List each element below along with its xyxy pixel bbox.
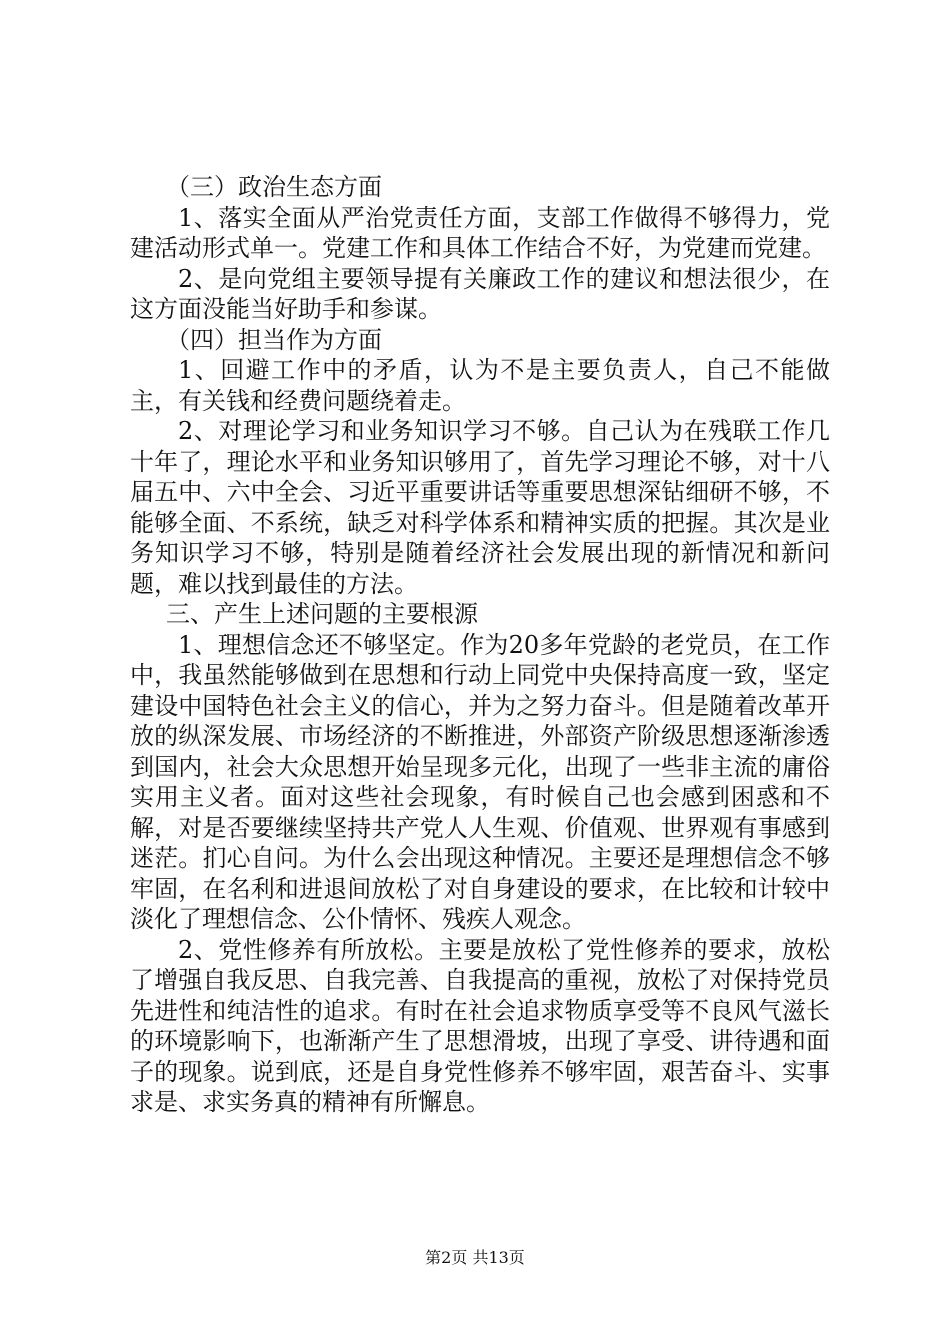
paragraph: 2、是向党组主要领导提有关廉政工作的建议和想法很少，在这方面没能当好助手和参谋。 <box>130 264 830 323</box>
page-footer: 第2页 共13页 <box>425 1248 525 1267</box>
paragraph: 2、党性修养有所放松。主要是放松了党性修养的要求，放松了增强自我反思、自我完善、自我提高的重视，放松了对保持党员先进性和纯洁性的追求。有时在社会追求物质享受等不良风气滋长的环境影响下，也渐渐产生了思想滑坡，出现了享受、讲待遇和面子的现象。说到底，还是自身党性修养不够牢固，艰苦奋斗、实事求是、求实务真的精神有所懈息。 <box>130 935 830 1116</box>
section-heading: 三、产生上述问题的主要根源 <box>166 600 478 628</box>
paragraph: 1、理想信念还不够坚定。作为20多年党龄的老党员，在工作中，我虽然能够做到在思想和行动上同党中央保持高度一致，坚定建设中国特色社会主义的信心，并为之努力奋斗。但是随着改革开放的纵深发展、市场经济的不断推进，外部资产阶级思想逐渐渗透到国内，社会大众思想开始呈现多元化，出现了一些非主流的庸俗实用主义者。面对这些社会现象，有时候自己也会感到困惑和不解，对是否要继续坚持共产党人人生观、价值观、世界观有事感到迷茫。扪心自问。为什么会出现这种情况。主要还是理想信念不够牢固，在名利和进退间放松了对自身建设的要求，在比较和计较中淡化了理想信念、公仆情怀、残疾人观念。 <box>130 630 830 933</box>
section-heading: （四）担当作为方面 <box>166 325 382 354</box>
paragraph: 1、回避工作中的矛盾，认为不是主要负责人，自己不能做主，有关钱和经费问题绕着走。 <box>130 356 830 415</box>
paragraph: 2、对理论学习和业务知识学习不够。自己认为在残联工作几十年了，理论水平和业务知识够用了，首先学习理论不够，对十八届五中、六中全会、习近平重要讲话等重要思想深钻细研不够，不能够全面、不系统，缺乏对科学体系和精神实质的把握。其次是业务知识学习不够，特别是随着经济社会发展出现的新情况和新问题，难以找到最佳的方法。 <box>130 417 830 598</box>
paragraph: 1、落实全面从严治党责任方面，支部工作做得不够得力，党建活动形式单一。党建工作和具体工作结合不好，为党建而党建。 <box>130 203 830 262</box>
section-heading: （三）政治生态方面 <box>166 173 382 201</box>
document-body <box>130 172 830 1118</box>
